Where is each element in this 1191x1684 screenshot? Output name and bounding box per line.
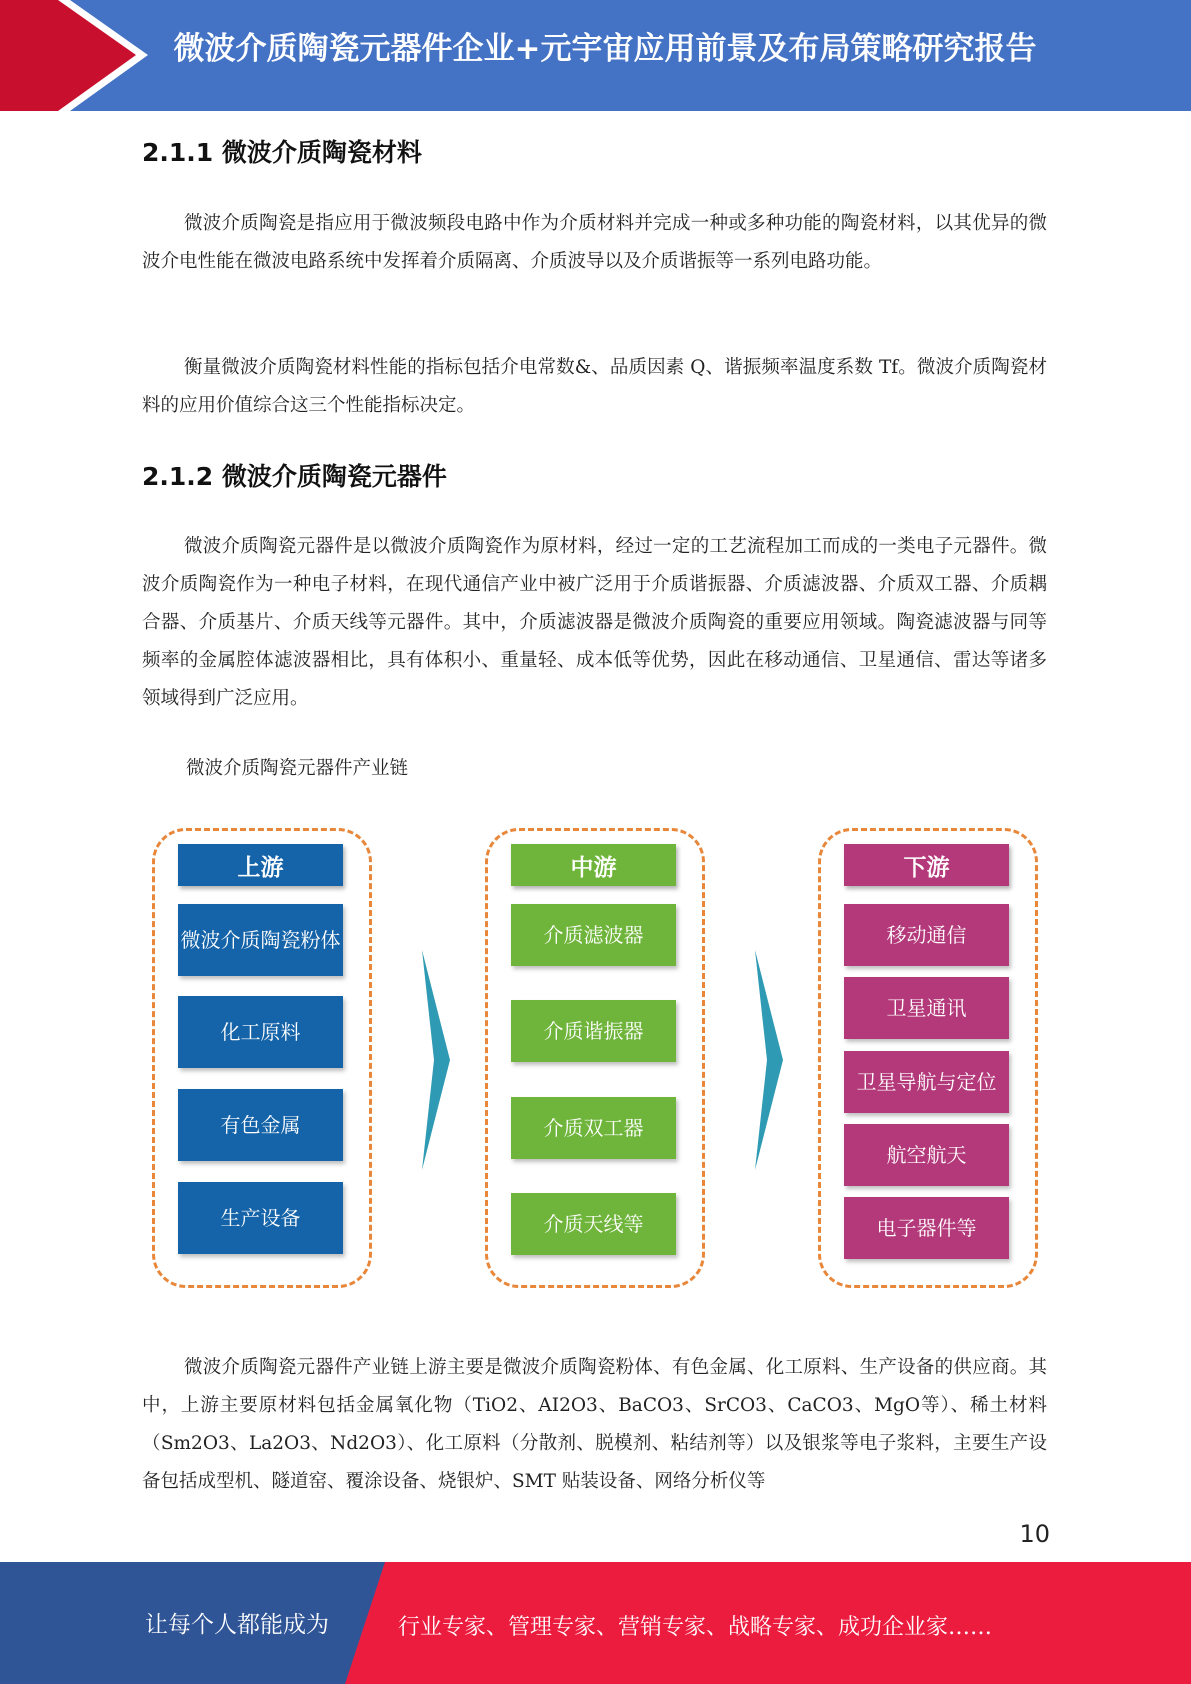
downstream-item: 卫星导航与定位	[844, 1051, 1009, 1113]
figure-caption: 微波介质陶瓷元器件产业链	[186, 758, 409, 779]
paragraph-upstream-supply: 微波介质陶瓷元器件产业链上游主要是微波介质陶瓷粉体、有色金属、化工原料、生产设备的供应商。其中，上游主要原材料包括金属氧化物（TiO2、AI2O3、BaCO3、SrCO3、CaCO3、MgO等）、稀土材料（Sm2O3、La2O3、Nd2O3）、化工原料（分散剂、脱模剂、粘结剂等）以及银浆等电子浆料，主要生产设备包括成型机、隧道窑、覆涂设备、烧银炉、SMT 贴装设备、网络分析仪等	[142, 1357, 1047, 1492]
page-number: 10	[1019, 1520, 1050, 1548]
upstream-title: 上游	[178, 844, 343, 886]
section-heading-2-1-2: 2.1.2 微波介质陶瓷元器件	[142, 462, 447, 491]
page-footer	[0, 1562, 1191, 1684]
downstream-item: 移动通信	[844, 904, 1009, 966]
paragraph-ceramic-definition: 微波介质陶瓷是指应用于微波频段电路中作为介质材料并完成一种或多种功能的陶瓷材料，以其优异的微波介电性能在微波电路系统中发挥着介质隔离、介质波导以及介质谐振等一系列电路功能。	[142, 213, 1047, 272]
midstream-title: 中游	[511, 844, 676, 886]
downstream-item: 电子器件等	[844, 1197, 1009, 1259]
footer-slogan-right: 行业专家、管理专家、营销专家、战略专家、成功企业家……	[398, 1615, 993, 1640]
downstream-title: 下游	[844, 844, 1009, 886]
downstream-item: 卫星通讯	[844, 977, 1009, 1039]
midstream-item: 介质滤波器	[511, 904, 676, 966]
flow-arrow-icon	[753, 950, 785, 1170]
footer-slogan-left: 让每个人都能成为	[145, 1612, 329, 1638]
section-heading-2-1-1: 2.1.1 微波介质陶瓷材料	[142, 138, 422, 167]
header-chevron	[0, 0, 136, 111]
paragraph-ceramic-metrics: 衡量微波介质陶瓷材料性能的指标包括介电常数&、品质因素 Q、谐振频率温度系数 Tf。微波介质陶瓷材料的应用价值综合这三个性能指标决定。	[142, 357, 1047, 416]
midstream-item: 介质天线等	[511, 1193, 676, 1255]
page-header	[0, 0, 1191, 111]
midstream-item: 介质谐振器	[511, 1000, 676, 1062]
upstream-item: 微波介质陶瓷粉体	[178, 904, 343, 976]
downstream-item: 航空航天	[844, 1124, 1009, 1186]
upstream-item: 有色金属	[178, 1089, 343, 1161]
flow-arrow-icon	[420, 950, 452, 1170]
upstream-item: 化工原料	[178, 996, 343, 1068]
paragraph-components: 微波介质陶瓷元器件是以微波介质陶瓷作为原材料，经过一定的工艺流程加工而成的一类电子元器件。微波介质陶瓷作为一种电子材料，在现代通信产业中被广泛用于介质谐振器、介质滤波器、介质双工器、介质耦合器、介质基片、介质天线等元器件。其中，介质滤波器是微波介质陶瓷的重要应用领域。陶瓷滤波器与同等频率的金属腔体滤波器相比，具有体积小、重量轻、成本低等优势，因此在移动通信、卫星通信、雷达等诸多领域得到广泛应用。	[142, 536, 1047, 709]
document-title: 微波介质陶瓷元器件企业+元宇宙应用前景及布局策略研究报告	[173, 31, 1037, 67]
midstream-item: 介质双工器	[511, 1097, 676, 1159]
upstream-item: 生产设备	[178, 1182, 343, 1254]
